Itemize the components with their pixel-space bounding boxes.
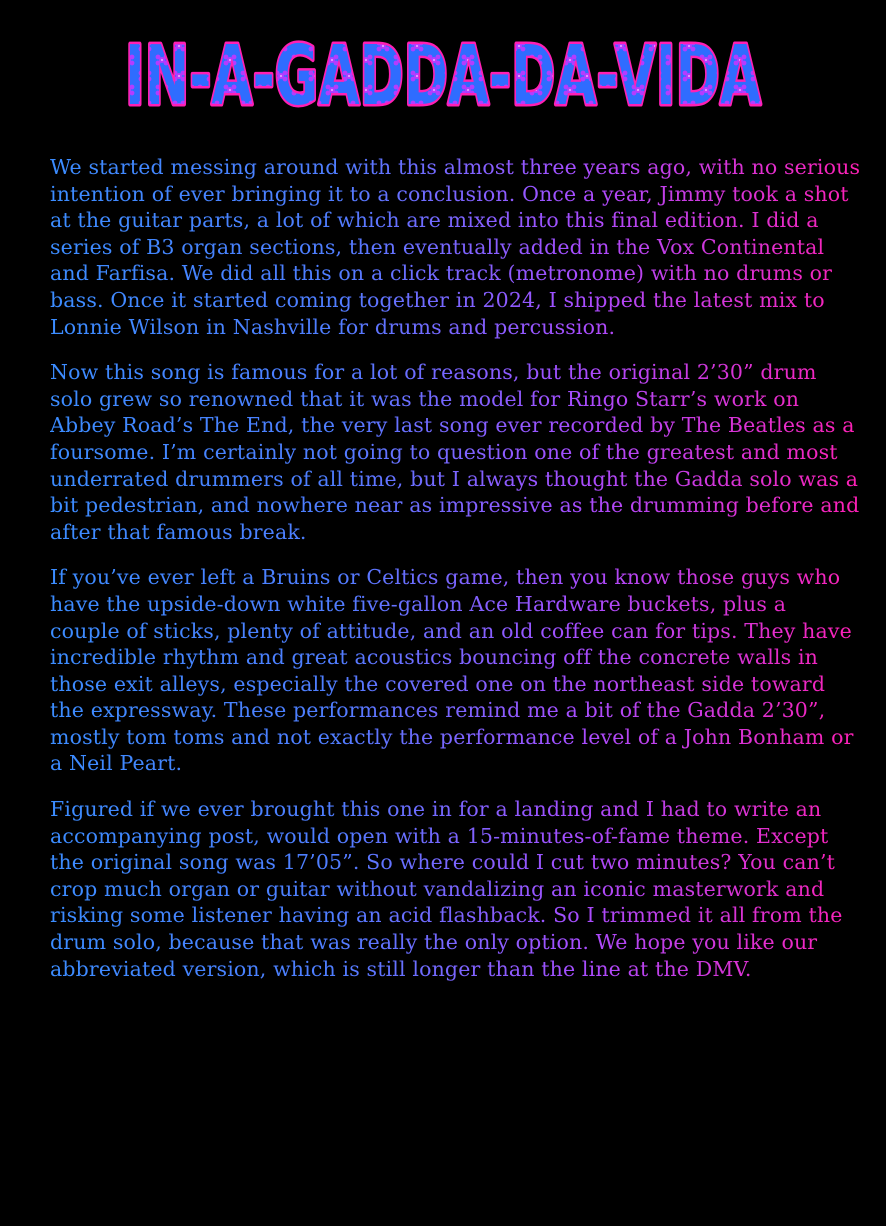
- paragraph-3: If you’ve ever left a Bruins or Celtics game, then you know those guys who have the upside-down white five-gallon Ace Hardware buckets, plus a couple of sticks, plenty of attitude, and an old coffee can for tips. They have incredible rhythm and great acoustics bouncing off the concrete walls in those exit alleys, especially the covered one on the northeast side toward the expressway. These performances remind me a bit of the Gadda 2’30”, mostly tom toms and not exactly the performance level of a John Bonham or a Neil Peart.: [50, 564, 862, 777]
- page-title: IN-A-GADDA-DA-VIDA: [125, 29, 762, 124]
- psychedelic-title-logo: [0, 8, 886, 128]
- article-body: [50, 154, 862, 1001]
- paragraph-2: Now this song is famous for a lot of reasons, but the original 2’30” drum solo grew so renowned that it was the model for Ringo Starr’s work on Abbey Road’s The End, the very last song ever recorded by The Beatles as a foursome. I’m certainly not going to question one of the greatest and most underrated drummers of all time, but I always thought the Gadda solo was a bit pedestrian, and nowhere near as impressive as the drumming before and after that famous break.: [50, 359, 862, 545]
- paragraph-4: Figured if we ever brought this one in for a landing and I had to write an accompanying post, would open with a 15-minutes-of-fame theme. Except the original song was 17’05”. So where could I cut two minutes? You can’t crop much organ or guitar without vandalizing an iconic masterwork and risking some listener having an acid flashback. So I trimmed it all from the drum solo, because that was really the only option. We hope you like our abbreviated version, which is still longer than the line at the DMV.: [50, 796, 862, 982]
- title-banner: [0, 8, 886, 128]
- paragraph-1: We started messing around with this almost three years ago, with no serious intention of ever bringing it to a conclusion. Once a year, Jimmy took a shot at the guitar parts, a lot of which are mixed into this final edition. I did a series of B3 organ sections, then eventually added in the Vox Continental and Farfisa. We did all this on a click track (metronome) with no drums or bass. Once it started coming together in 2024, I shipped the latest mix to Lonnie Wilson in Nashville for drums and percussion.: [50, 155, 861, 339]
